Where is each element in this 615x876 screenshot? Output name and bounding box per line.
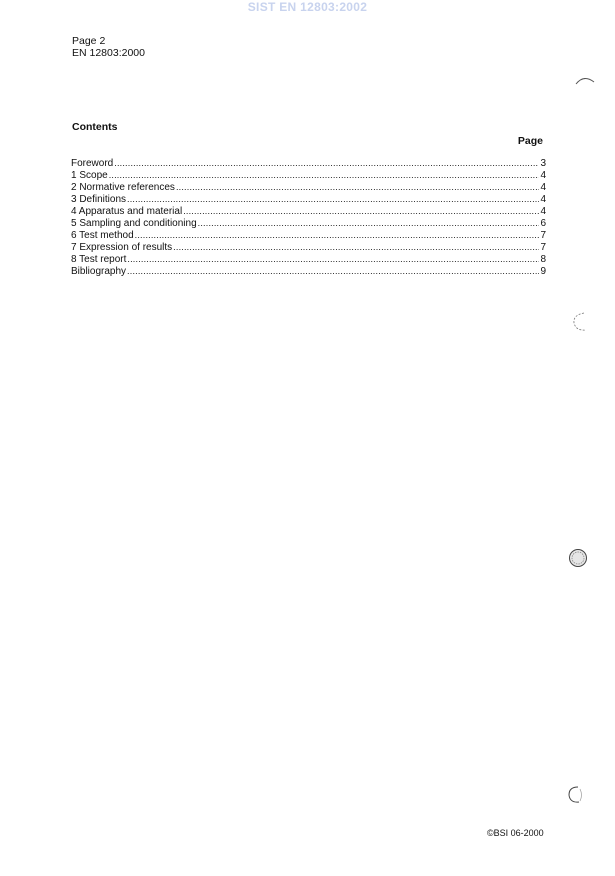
- page-number: Page 2: [72, 35, 106, 47]
- table-of-contents: [71, 157, 546, 277]
- toc-entry-page: 7: [540, 230, 546, 241]
- toc-entry-test-method[interactable]: [71, 229, 546, 241]
- toc-entry-page: 9: [540, 266, 546, 277]
- toc-entry-page: 4: [540, 170, 546, 181]
- toc-entry-test-report[interactable]: [71, 253, 546, 265]
- toc-dot-leader: [173, 241, 539, 253]
- toc-entry-label: 8 Test report: [71, 254, 127, 265]
- standard-number: EN 12803:2000: [72, 47, 145, 59]
- toc-dot-leader: [135, 229, 539, 241]
- toc-entry-page: 7: [540, 242, 546, 253]
- toc-entry-foreword[interactable]: [71, 157, 546, 169]
- toc-entry-page: 4: [540, 194, 546, 205]
- toc-dot-leader: [109, 169, 539, 181]
- toc-entry-page: 6: [540, 218, 546, 229]
- toc-entry-label: 3 Definitions: [71, 194, 127, 205]
- toc-entry-page: 3: [540, 158, 546, 169]
- punch-hole-mark: [574, 72, 596, 88]
- toc-entry-normative-references[interactable]: [71, 181, 546, 193]
- toc-entry-bibliography[interactable]: [71, 265, 546, 277]
- toc-dot-leader: [127, 265, 539, 277]
- contents-heading: Contents: [72, 121, 118, 133]
- toc-entry-page: 4: [540, 206, 546, 217]
- punch-hole-mark: [570, 310, 592, 334]
- toc-entry-sampling-and-conditioning[interactable]: [71, 217, 546, 229]
- toc-entry-label: 7 Expression of results: [71, 242, 173, 253]
- punch-hole-mark: [566, 785, 586, 805]
- toc-dot-leader: [198, 217, 539, 229]
- toc-entry-label: 4 Apparatus and material: [71, 206, 183, 217]
- page-column-label: Page: [517, 135, 543, 147]
- watermark: SIST EN 12803:2002: [247, 0, 368, 14]
- copyright-footer: ©BSI 06-2000: [487, 828, 544, 838]
- toc-entry-apparatus-and-material[interactable]: [71, 205, 546, 217]
- toc-dot-leader: [176, 181, 539, 193]
- toc-entry-definitions[interactable]: [71, 193, 546, 205]
- toc-entry-page: 4: [540, 182, 546, 193]
- toc-entry-label: 5 Sampling and conditioning: [71, 218, 197, 229]
- toc-dot-leader: [183, 205, 539, 217]
- toc-entry-label: 2 Normative references: [71, 182, 175, 193]
- punch-hole-mark: [567, 547, 589, 569]
- toc-entry-expression-of-results[interactable]: [71, 241, 546, 253]
- toc-dot-leader: [127, 253, 539, 265]
- toc-dot-leader: [127, 193, 539, 205]
- toc-entry-label: 6 Test method: [71, 230, 134, 241]
- toc-entry-scope[interactable]: [71, 169, 546, 181]
- toc-dot-leader: [114, 157, 539, 169]
- toc-entry-label: Bibliography: [71, 266, 127, 277]
- toc-entry-label: Foreword: [71, 158, 114, 169]
- toc-entry-label: 1 Scope: [71, 170, 108, 181]
- page-header: [72, 35, 145, 59]
- toc-entry-page: 8: [540, 254, 546, 265]
